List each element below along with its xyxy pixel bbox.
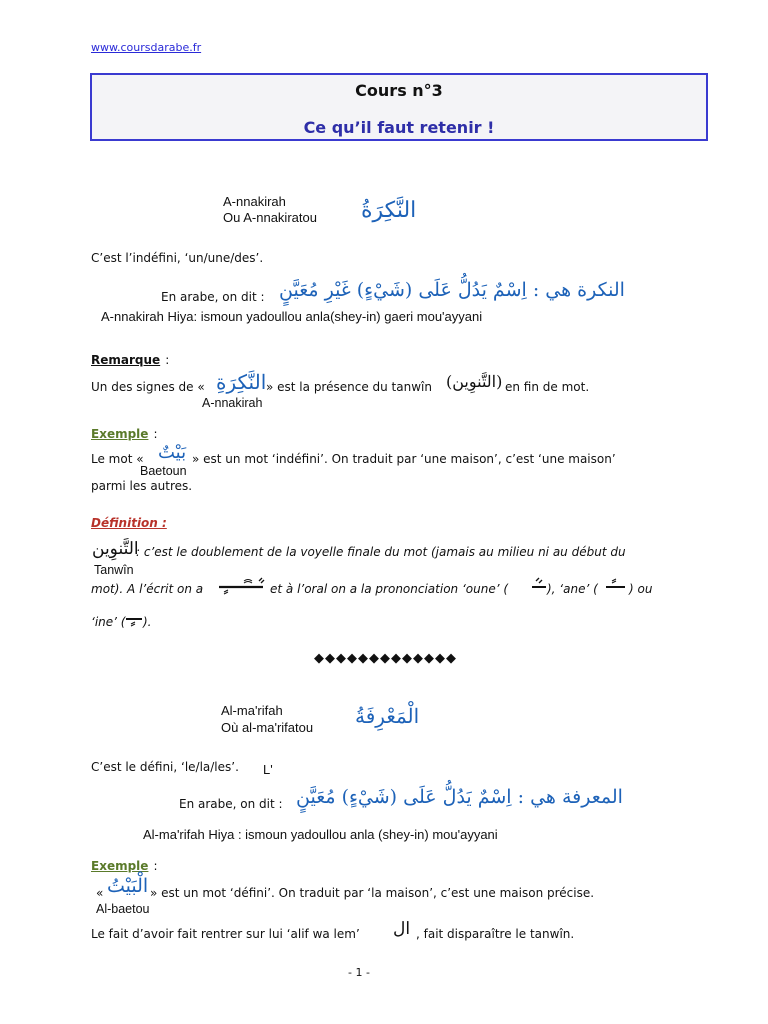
diamond-separator: ◆◆◆◆◆◆◆◆◆◆◆◆◆ (314, 651, 457, 666)
exemple2-heading: Exemple (91, 859, 149, 873)
nakirah-translit-definition: A-nnakirah Hiya: ismoun yadoullou anla(shey-in) gaeri mou'ayyani (101, 309, 483, 324)
exemple2-arabic-word: الْبَيْتُ (107, 875, 149, 897)
exemple2-line (91, 855, 158, 874)
definition-arabic-word: التَّنوِين (92, 539, 139, 559)
marifah-translit-definition: Al-ma'rifah Hiya : ismoun yadoullou anla (shey-in) mou'ayyani (143, 827, 498, 842)
marifah-arabic-word: الْمَعْرِفَةُ (355, 704, 420, 728)
tanwin-written-forms (218, 577, 266, 595)
exemple1-translit: Baetoun (140, 464, 187, 478)
final-text-before: Le fait d’avoir fait rentrer sur lui ‘alif wa lem’ (91, 927, 360, 941)
oune-tanwin-icon (531, 577, 547, 593)
exemple1-text-after: » est un mot ‘indéfini’. On traduit par ‘une maison’, c’est ‘une maison’ (192, 452, 616, 466)
marifah-translit-2: Où al-ma'rifatou (221, 720, 314, 735)
exemple2-colon: : (153, 859, 158, 873)
ane-tanwin-icon (605, 577, 627, 593)
nakirah-arabic-word: النَّكِرَةُ (361, 198, 417, 223)
definition-line1: : c’est le doublement de la voyelle finale du mot (jamais au milieu ni au début du (136, 545, 626, 559)
title-box (90, 73, 708, 141)
nakirah-meaning: C’est l’indéfini, ‘un/une/des’. (91, 251, 264, 265)
exemple2-quote-open: « (96, 886, 104, 900)
definition-line3-a: ‘ine’ ( (91, 615, 126, 629)
remarque-text-end: en fin de mot. (505, 380, 590, 394)
exemple2-text-after: » est un mot ‘défini’. On traduit par ‘la maison’, c’est une maison précise. (150, 886, 595, 900)
nakirah-arabic-definition: النكرة هي : اِسْمٌ يَدُلُّ عَلَى (شَيْءٍ) غَيْرِ مُعَيَّنٍ (279, 279, 625, 301)
ine-tanwin-icon (125, 611, 143, 629)
nakirah-dit-label: En arabe, on dit : (161, 290, 265, 304)
remarque-arabic-word: النَّكِرَةِ (216, 370, 267, 394)
definition-translit: Tanwîn (94, 563, 134, 577)
remarque-heading: Remarque (91, 353, 161, 367)
definition-line2-d: ) ou (629, 582, 653, 596)
course-subtitle: Ce qu’il faut retenir ! (303, 118, 495, 137)
definition-line2-b: et à l’oral on a la prononciation ‘oune’ ( (270, 582, 509, 596)
marifah-translit-1: Al-ma'rifah (221, 703, 283, 718)
final-text-after: , fait disparaître le tanwîn. (416, 927, 575, 941)
site-link[interactable]: www.coursdarabe.fr (91, 41, 202, 54)
definition-line3-b: ). (143, 615, 152, 629)
exemple1-arabic-word: بَيْتٌ (158, 442, 187, 463)
nakirah-translit-1: A-nnakirah (223, 194, 286, 209)
definition-line2-a: mot). A l’écrit on a (91, 582, 204, 596)
marifah-meaning: C’est le défini, ‘le/la/les’. (91, 760, 239, 774)
exemple1-text-before: Le mot « (91, 452, 144, 466)
page-number: - 1 - (348, 966, 370, 979)
exemple2-translit: Al-baetou (96, 902, 150, 916)
remarque-text-before: Un des signes de « (91, 380, 205, 394)
remarque-text-after: » est la présence du tanwîn (266, 380, 432, 394)
remarque-translit: A-nnakirah (202, 396, 263, 410)
course-title: Cours n°3 (355, 81, 443, 100)
remarque-colon: : (165, 353, 170, 367)
nakirah-translit-2: Ou A-nnakiratou (223, 210, 317, 225)
definition-heading: Définition : (91, 516, 167, 530)
exemple1-colon: : (153, 427, 158, 441)
exemple1-line (91, 423, 158, 442)
marifah-meaning-extra: L' (263, 762, 273, 777)
definition-line2-c: ), ‘ane’ ( (547, 582, 598, 596)
marifah-arabic-definition: المعرفة هي : اِسْمٌ يَدُلُّ عَلَى (شَيْءٍ) مُعَيَّنٍ (296, 786, 623, 808)
exemple1-heading: Exemple (91, 427, 149, 441)
remarque-line (91, 349, 169, 368)
tanwin-arabic: (التَّنوِين) (446, 372, 503, 391)
alif-lam-arabic: ال (393, 919, 411, 939)
exemple1-text-line2: parmi les autres. (91, 479, 193, 493)
marifah-dit-label: En arabe, on dit : (179, 797, 283, 811)
